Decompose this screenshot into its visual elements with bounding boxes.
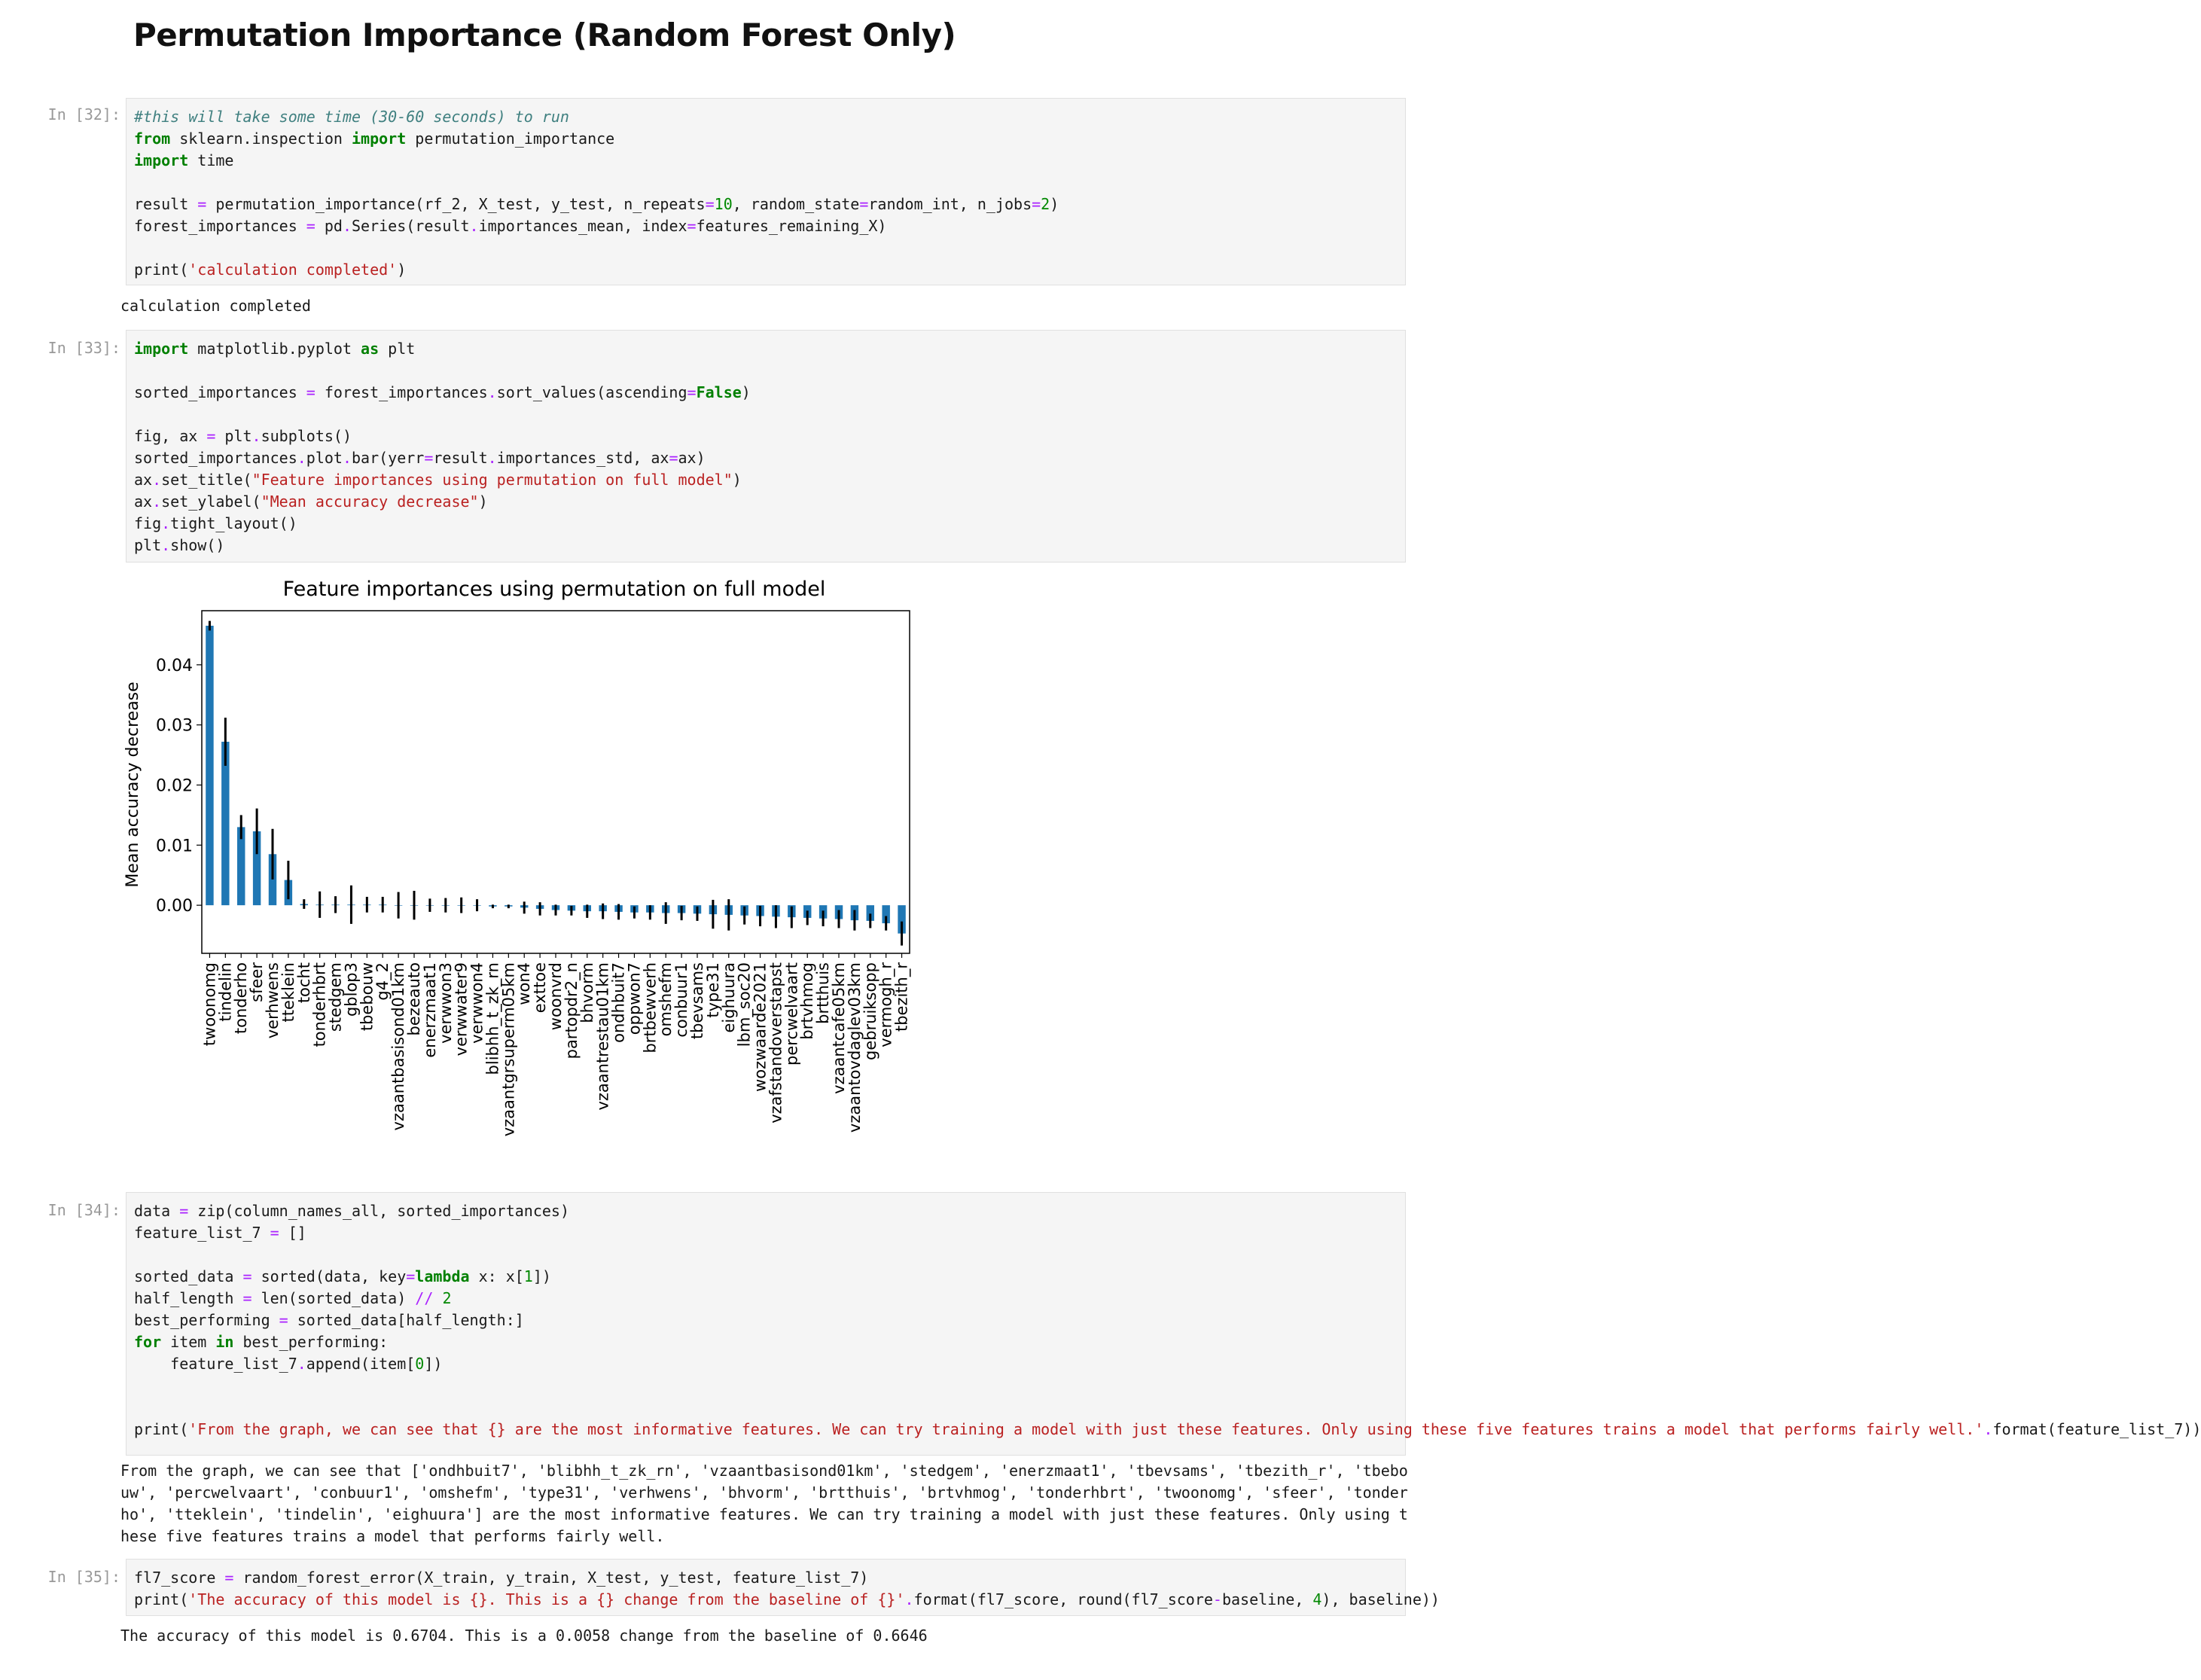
- page-title: Permutation Importance (Random Forest Only): [133, 17, 956, 53]
- cell-prompt: In [33]:: [47, 339, 120, 357]
- x-tick-label: ondhbuit7: [609, 962, 628, 1043]
- x-tick-label: wozwaarde2021: [751, 962, 770, 1092]
- bar-twoonomg: [206, 626, 213, 905]
- x-tick-label: sfeer: [248, 962, 267, 1002]
- x-tick-label: tonderhbrt: [310, 962, 329, 1047]
- y-tick-label: 0.04: [156, 656, 193, 675]
- x-tick-label: tbebouw: [358, 962, 376, 1032]
- y-tick-label: 0.02: [156, 776, 193, 796]
- x-tick-label: brtthuis: [814, 962, 833, 1024]
- x-tick-label: stedgem: [326, 962, 345, 1032]
- x-tick-label: omshefm: [657, 962, 675, 1037]
- x-tick-label: type31: [703, 962, 722, 1018]
- x-tick-label: lbm_soc20: [735, 962, 754, 1047]
- x-tick-label: woonvrd: [547, 962, 565, 1031]
- x-tick-label: twoonomg: [200, 962, 219, 1047]
- y-tick-label: 0.00: [156, 897, 193, 916]
- y-tick-label: 0.01: [156, 837, 193, 856]
- x-tick-label: vzaantcafe05km: [830, 962, 848, 1094]
- x-tick-label: vzaantovdaglev03km: [845, 962, 864, 1133]
- x-tick-label: tonderho: [232, 962, 251, 1035]
- x-tick-label: tocht: [294, 962, 313, 1004]
- bar-tindelin: [221, 742, 229, 905]
- x-tick-label: tindelin: [216, 962, 235, 1022]
- cell-prompt: In [34]:: [47, 1201, 120, 1219]
- x-tick-label: vermogh_r: [876, 962, 895, 1047]
- x-tick-label: exttoe: [531, 962, 550, 1014]
- x-tick-label: enerzmaat1: [420, 962, 439, 1058]
- x-tick-label: gblop3: [342, 962, 361, 1017]
- plot-frame: [202, 611, 910, 953]
- code-cell[interactable]: [126, 1192, 2201, 1456]
- x-tick-label: bezeauto: [405, 962, 423, 1036]
- x-tick-label: vzaantbasisond01km: [389, 962, 408, 1131]
- cell-prompt: In [32]:: [47, 105, 120, 123]
- chart-y-axis-label: Mean accuracy decrease: [123, 681, 142, 888]
- code-cell[interactable]: [126, 1559, 1440, 1616]
- x-tick-label: g4_2: [373, 962, 392, 1001]
- x-tick-label: eighuura: [719, 962, 738, 1033]
- x-tick-label: conbuur1: [672, 962, 691, 1038]
- code-input[interactable]: fl7_score = random_forest_error(X_train, y_train, X_test, y_test, feature_list_7) print('The accuracy of this model is {}. This is a {} change from the baseline of {}'.format(fl7_score, round(fl7_score-baseline, 4), baseline)): [134, 1569, 1440, 1608]
- x-tick-label: gebruiksopp: [861, 962, 879, 1060]
- x-tick-label: brtvhmog: [798, 962, 817, 1040]
- x-tick-label: verhwens: [264, 962, 282, 1039]
- code-input[interactable]: #this will take some time (30-60 seconds) to run from sklearn.inspection import permutation_importance import time result = permutation_importance(rf_2, X_test, y_test, n_repeats=10, random_state=random_int, n_jobs=2) forest_importances = pd.Series(result.importances_mean, index=features_remaining_X) print('calculation completed'): [134, 108, 1059, 279]
- x-tick-label: brtbewverh: [641, 962, 660, 1053]
- x-tick-label: vzaantrestau01km: [593, 962, 612, 1111]
- cell-output: From the graph, we can see that ['ondhbuit7', 'blibhh_t_zk_rn', 'vzaantbasisond01km', 'stedgem', 'enerzmaat1', 'tbevsams', 'tbezith_r', 'tbebouw', 'percwelvaart', 'conbuur1', 'omshefm', 'type31', 'verhwens', 'bhvorm', 'brtthuis', 'brtvhmog', 'tonderhbrt', 'twoonomg', 'sfeer', 'tonderho', 'tteklein', 'tindelin', 'eighuura'] are the most informative features. We can try training a model with just these features. Only using these five features trains a model that performs fairly well.: [120, 1462, 1408, 1545]
- y-tick-label: 0.03: [156, 716, 193, 736]
- x-tick-label: oppwon7: [625, 962, 644, 1035]
- x-tick-label: blibhh_t_zk_rn: [483, 962, 502, 1075]
- x-tick-label: tbevsams: [688, 962, 706, 1040]
- x-tick-label: tbezith_r: [892, 962, 911, 1032]
- cell-output: calculation completed: [120, 297, 311, 315]
- cell-output: The accuracy of this model is 0.6704. This is a 0.0058 change from the baseline of 0.6646: [120, 1627, 928, 1645]
- code-input[interactable]: data = zip(column_names_all, sorted_importances) feature_list_7 = [] sorted_data = sorted(data, key=lambda x: x[1]) half_length = len(sorted_data) // 2 best_performing = sorted_data[half_length:] for item in best_performing: feature_list_7.append(item[0]) print('From the graph, we can see that {} are the most informative features. We can try training a model with just these features. Only using these five features trains a model that performs fairly well.'.format(feature_list_7)): [134, 1202, 2201, 1438]
- code-cell[interactable]: [126, 330, 1406, 563]
- x-tick-label: vzaantgrsuperm05km: [499, 962, 518, 1137]
- x-tick-label: tteklein: [279, 962, 297, 1023]
- x-tick-label: won4: [515, 962, 534, 1005]
- code-cell[interactable]: [126, 98, 1406, 285]
- x-tick-label: bhvorm: [578, 962, 596, 1023]
- x-tick-label: percwelvaart: [782, 962, 801, 1066]
- code-input[interactable]: import matplotlib.pyplot as plt sorted_importances = forest_importances.sort_values(ascending=False) fig, ax = plt.subplots() sorted_importances.plot.bar(yerr=result.importances_std, ax=ax) ax.set_title("Feature importances using permutation on full model") ax.set_ylabel("Mean accuracy decrease") fig.tight_layout() plt.show(): [134, 340, 751, 554]
- feature-importance-chart: [113, 569, 911, 1171]
- chart-title: Feature importances using permutation on full model: [282, 578, 826, 601]
- cell-prompt: In [35]:: [47, 1568, 120, 1586]
- x-tick-label: verwwater9: [452, 962, 471, 1056]
- x-tick-label: verwwon4: [468, 962, 486, 1044]
- x-tick-label: partopdr2_n: [562, 962, 581, 1060]
- x-tick-label: verwwon3: [436, 962, 455, 1044]
- x-tick-label: vzafstandoverstapst: [767, 962, 785, 1124]
